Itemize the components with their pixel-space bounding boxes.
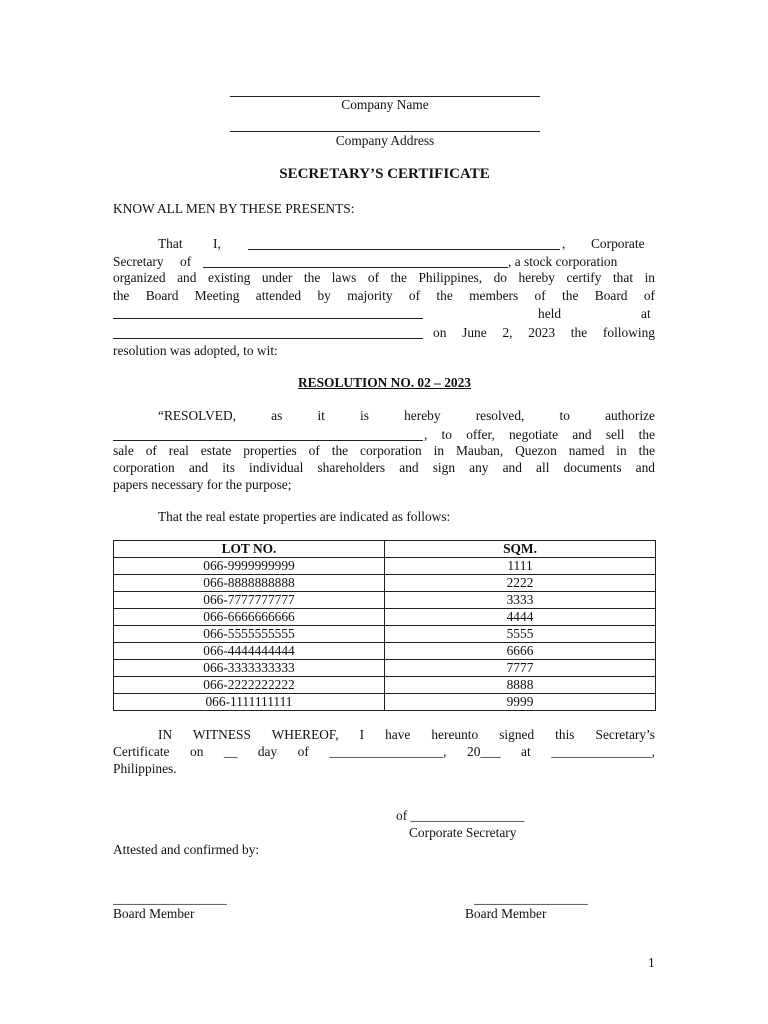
lot-no-header: LOT NO. — [114, 541, 385, 558]
para2-word: “RESOLVED, — [158, 408, 236, 423]
corporation-name-blank — [203, 267, 508, 268]
para1-line3: organized and existing under the laws of the Philippines, do hereby certify that in — [113, 270, 655, 285]
lot-no-cell: 066-3333333333 — [114, 660, 385, 677]
para1-secretary: Secretary — [113, 254, 164, 269]
sqm-header: SQM. — [385, 541, 656, 558]
table-row — [114, 558, 656, 575]
para2-line2-rest: , to offer, negotiate and sell the — [424, 427, 655, 442]
sqm-cell: 4444 — [385, 609, 656, 626]
sqm-cell: 2222 — [385, 575, 656, 592]
opening-line: KNOW ALL MEN BY THESE PRESENTS: — [113, 201, 355, 216]
lot-no-cell: 066-4444444444 — [114, 643, 385, 660]
para2-word: to — [559, 408, 570, 423]
secretary-name-blank — [248, 249, 560, 250]
para1-line2-rest: , a stock corporation — [508, 254, 618, 269]
table-row — [114, 592, 656, 609]
board-member-right-label: Board Member — [465, 906, 547, 921]
signature-of-line: of _________________ — [396, 808, 525, 823]
sqm-cell: 5555 — [385, 626, 656, 643]
para2-word: hereby — [404, 408, 441, 423]
para2-word: is — [360, 408, 369, 423]
table-row — [114, 660, 656, 677]
para2-word: as — [271, 408, 283, 423]
para2-line3: sale of real estate properties of the corporation in Mauban, Quezon named in the — [113, 443, 655, 458]
board-member-right-line: _________________ — [474, 891, 588, 906]
para2-line1 — [158, 408, 655, 424]
lot-no-cell: 066-5555555555 — [114, 626, 385, 643]
para1-line4: the Board Meeting attended by majority of the members of the Board of — [113, 288, 655, 303]
lot-no-cell: 066-9999999999 — [114, 558, 385, 575]
lots-table — [113, 540, 656, 711]
sqm-cell: 9999 — [385, 694, 656, 711]
document-title: SECRETARY’S CERTIFICATE — [279, 166, 490, 182]
sqm-cell: 1111 — [385, 558, 656, 575]
board-member-left-label: Board Member — [113, 906, 195, 921]
para1-comma: , — [562, 236, 566, 251]
para1-held: held — [538, 306, 562, 321]
lot-no-cell: 066-7777777777 — [114, 592, 385, 609]
meeting-place-blank — [113, 338, 423, 339]
company-address-label: Company Address — [335, 133, 435, 148]
corporate-secretary-label: Corporate Secretary — [409, 825, 517, 840]
sqm-cell: 6666 — [385, 643, 656, 660]
para1-of: of — [180, 254, 192, 269]
board-member-left-line: _________________ — [113, 891, 227, 906]
para1-at: at — [641, 306, 651, 321]
table-row — [114, 694, 656, 711]
lot-no-cell: 066-6666666666 — [114, 609, 385, 626]
para1-line6-rest: on June 2, 2023 the following — [433, 325, 655, 340]
lot-no-cell: 066-8888888888 — [114, 575, 385, 592]
witness-line2: Certificate on __ day of _________________, 20___ at _______________, — [113, 744, 655, 759]
lot-no-cell: 066-1111111111 — [114, 694, 385, 711]
attested-line: Attested and confirmed by: — [113, 842, 260, 857]
witness-line3: Philippines. — [113, 761, 177, 776]
para2-word: resolved, — [475, 408, 525, 423]
table-row — [114, 609, 656, 626]
para2-line4: corporation and its individual shareholders and sign any and all documents and — [113, 460, 655, 475]
table-row — [114, 575, 656, 592]
para1-corporate: Corporate — [591, 236, 645, 251]
table-row — [114, 677, 656, 694]
board-name-blank — [113, 318, 423, 319]
para1-that: That — [158, 236, 183, 251]
para1-line7: resolution was adopted, to wit: — [113, 343, 278, 358]
table-row — [114, 626, 656, 643]
para2-line5: papers necessary for the purpose; — [113, 477, 292, 492]
resolution-heading: RESOLUTION NO. 02 – 2023 — [298, 375, 471, 390]
table-header-row — [114, 541, 656, 558]
lot-no-cell: 066-2222222222 — [114, 677, 385, 694]
table-row — [114, 643, 656, 660]
sqm-cell: 3333 — [385, 592, 656, 609]
company-address-line — [230, 131, 540, 132]
para2-word: authorize — [605, 408, 655, 423]
authorized-person-blank — [113, 440, 423, 441]
para1-i: I, — [213, 236, 221, 251]
para3: That the real estate properties are indicated as follows: — [158, 509, 451, 524]
sqm-cell: 8888 — [385, 677, 656, 694]
company-name-label: Company Name — [341, 97, 429, 112]
sqm-cell: 7777 — [385, 660, 656, 677]
page-number: 1 — [648, 955, 655, 970]
para2-word: it — [317, 408, 325, 423]
witness-line1: IN WITNESS WHEREOF, I have hereunto signed this Secretary’s — [158, 727, 655, 742]
